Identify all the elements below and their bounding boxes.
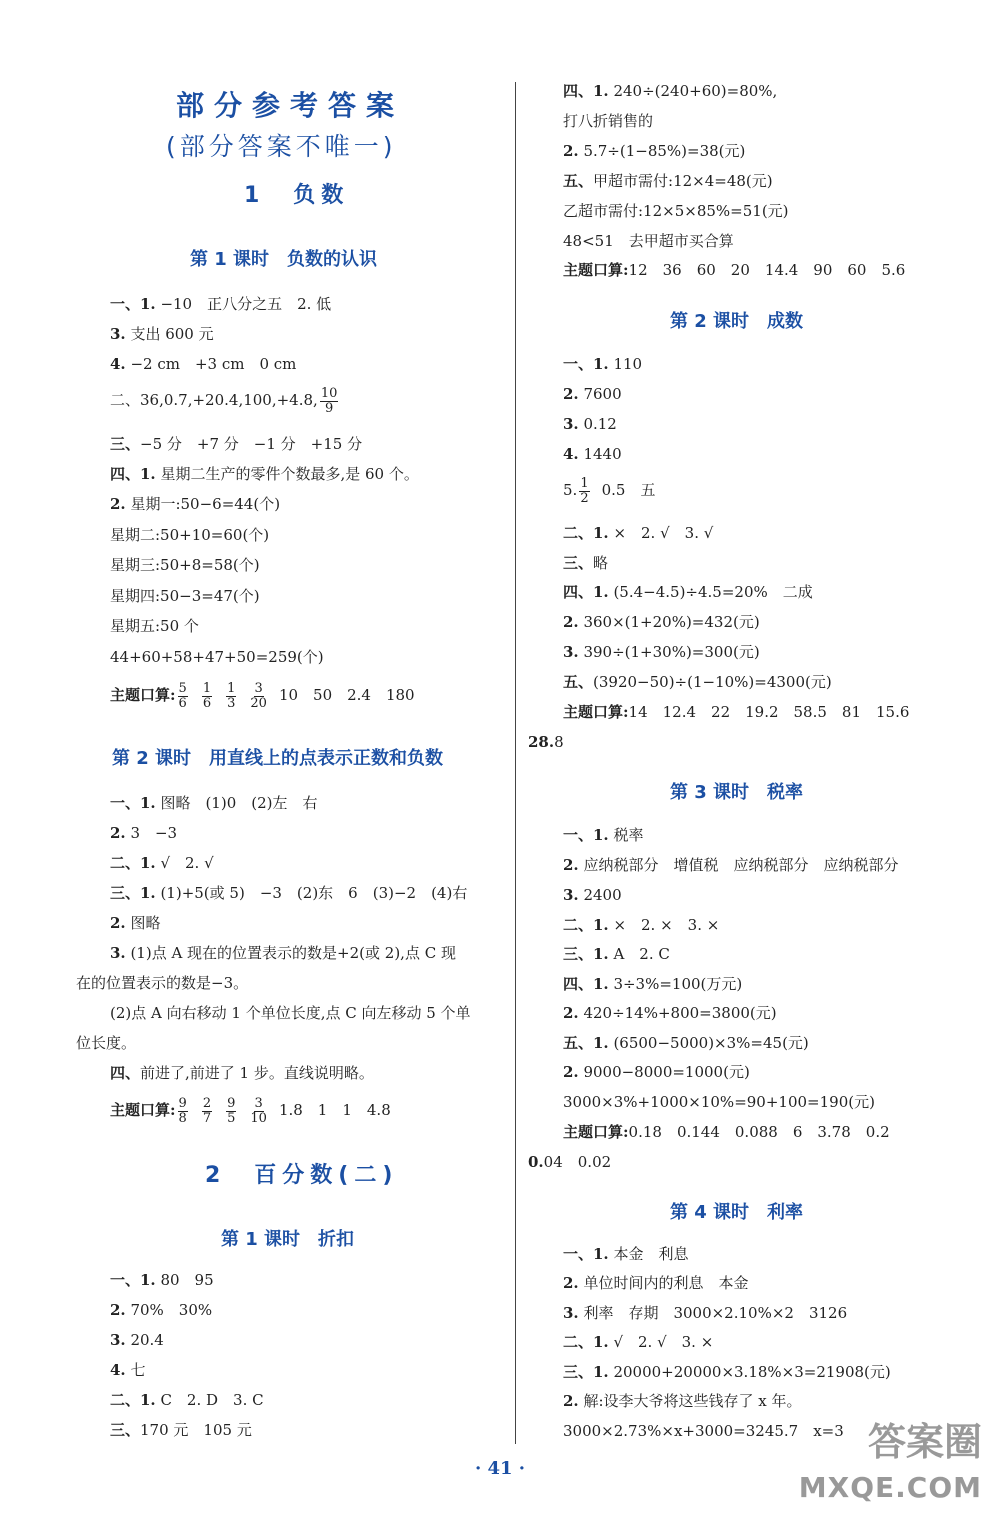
u1-l2-line: 三、1. (1)+5(或 5) −3 (2)东 6 (3)−2 (4)右 bbox=[110, 884, 468, 902]
u2-l2-line-fraction: 5. $\frac{1}{2}$ 0.5 五 bbox=[563, 476, 656, 506]
u1-l1-line: 四、1. 星期二生产的零件个数最多,是 60 个。 bbox=[110, 465, 419, 483]
u2-l1-cont-line: 五、甲超市需付:12×4=48(元) bbox=[563, 172, 773, 190]
u2-l3-line: 主题口算:0.18 0.144 0.088 6 3.78 0.2 bbox=[563, 1123, 890, 1141]
u2-l1-cont-line: 乙超市需付:12×5×85%=51(元) bbox=[563, 202, 789, 220]
u1-l1-line: 3. 支出 600 元 bbox=[110, 325, 214, 343]
page-title: 部分参考答案 bbox=[176, 89, 405, 122]
u2-l4-line: 一、1. 本金 利息 bbox=[563, 1245, 689, 1263]
u2-l1-line: 2. 70% 30% bbox=[110, 1301, 213, 1319]
u1-l2-line: 3. (1)点 A 现在的位置表示的数是+2(或 2),点 C 现 bbox=[110, 944, 456, 962]
u2-l2-line: 3. 390÷(1+30%)=300(元) bbox=[563, 643, 760, 661]
page-subtitle: (部分答案不唯一) bbox=[166, 132, 397, 161]
u2-l2-line: 一、1. 110 bbox=[563, 355, 643, 373]
u1-l1-line: 一、1. −10 正八分之五 2. 低 bbox=[110, 295, 332, 313]
u2-l3-line: 三、1. A 2. C bbox=[563, 945, 670, 963]
u2-l2-line: 四、1. (5.4−4.5)÷4.5=20% 二成 bbox=[563, 583, 813, 601]
watermark-logo: 答案圈 bbox=[867, 1420, 982, 1464]
u2-l1-line: 3. 20.4 bbox=[110, 1331, 164, 1349]
u2-l4-line: 三、1. 20000+20000×3.18%×3=21908(元) bbox=[563, 1363, 891, 1381]
u1-l2-line: 2. 图略 bbox=[110, 914, 161, 932]
unit1-title: 1 负数 bbox=[244, 183, 350, 208]
u2-l3-line: 五、1. (6500−5000)×3%=45(元) bbox=[563, 1034, 809, 1052]
u1-l2-line: 一、1. 图略 (1)0 (2)左 右 bbox=[110, 794, 318, 812]
u2-l2-line: 3. 0.12 bbox=[563, 415, 617, 433]
u2-l1-line: 一、1. 80 95 bbox=[110, 1271, 214, 1289]
u1-l1-line: 星期五:50 个 bbox=[110, 617, 199, 635]
u1-l1-line: 星期四:50−3=47(个) bbox=[110, 587, 260, 605]
u1-l1-line: 4. −2 cm +3 cm 0 cm bbox=[110, 355, 297, 373]
u1-l1-line: 三、−5 分 +7 分 −1 分 +15 分 bbox=[110, 435, 363, 453]
u1-l2-title: 第 2 课时 用直线上的点表示正数和负数 bbox=[112, 748, 444, 769]
u2-l3-line: 3000×3%+1000×10%=90+100=190(元) bbox=[563, 1093, 875, 1111]
u2-l2-title: 第 2 课时 成数 bbox=[670, 311, 804, 332]
u1-l2-line: 二、1. √ 2. √ bbox=[110, 854, 214, 872]
u2-l1-cont-line: 四、1. 240÷(240+60)=80%, bbox=[563, 82, 778, 100]
column-divider bbox=[515, 82, 516, 1444]
u2-l2-line: 28.8 bbox=[528, 733, 564, 751]
u1-l2-line: 位长度。 bbox=[76, 1034, 137, 1052]
u2-l1-title: 第 1 课时 折扣 bbox=[221, 1229, 355, 1250]
u1-l1-oral: 主题口算: $\frac{5}{6}$ $\frac{1}{6}$ $\frac{1}{3}$ $\frac{3}{20}$ 10 50 2.4 180 bbox=[110, 681, 415, 711]
u2-l2-line: 4. 1440 bbox=[563, 445, 622, 463]
u2-l4-line: 3. 利率 存期 3000×2.10%×2 3126 bbox=[563, 1304, 848, 1322]
u1-l1-line: 星期二:50+10=60(个) bbox=[110, 526, 270, 544]
u2-l3-line: 0.04 0.02 bbox=[528, 1153, 612, 1171]
u2-l1-line: 4. 七 bbox=[110, 1361, 146, 1379]
watermark-url: MXQE.COM bbox=[798, 1471, 982, 1504]
u2-l2-line: 2. 360×(1+20%)=432(元) bbox=[563, 613, 760, 631]
u2-l4-line: 二、1. √ 2. √ 3. × bbox=[563, 1333, 714, 1351]
u2-l3-line: 四、1. 3÷3%=100(万元) bbox=[563, 975, 743, 993]
u2-l3-line: 2. 420÷14%+800=3800(元) bbox=[563, 1004, 777, 1022]
u1-l2-oral: 主题口算: $\frac{9}{8}$ $\frac{2}{7}$ $\frac{9}{5}$ $\frac{3}{10}$ 1.8 1 1 4.8 bbox=[110, 1096, 391, 1126]
u2-l3-line: 3. 2400 bbox=[563, 886, 622, 904]
u2-l1-cont-line: 48<51 去甲超市买合算 bbox=[563, 232, 734, 250]
u2-l2-line: 三、略 bbox=[563, 554, 609, 572]
u2-l1-cont-line: 打八折销售的 bbox=[563, 112, 654, 130]
page-number: · 41 · bbox=[474, 1458, 526, 1479]
u2-l4-title: 第 4 课时 利率 bbox=[670, 1202, 804, 1223]
u2-l2-line: 2. 7600 bbox=[563, 385, 622, 403]
u2-l3-line: 2. 应纳税部分 增值税 应纳税部分 应纳税部分 bbox=[563, 856, 899, 874]
u1-l1-line: 44+60+58+47+50=259(个) bbox=[110, 648, 324, 666]
u2-l2-line: 主题口算:14 12.4 22 19.2 58.5 81 15.6 bbox=[563, 703, 910, 721]
u1-l2-line: 2. 3 −3 bbox=[110, 824, 178, 842]
u2-l1-cont-line: 2. 5.7÷(1−85%)=38(元) bbox=[563, 142, 746, 160]
u1-l1-line-fraction: 二、36,0.7,+20.4,100,+4.8, $\frac{10}{9}$ bbox=[110, 386, 338, 416]
u2-l2-line: 五、(3920−50)÷(1−10%)=4300(元) bbox=[563, 673, 832, 691]
u1-l1-line: 2. 星期一:50−6=44(个) bbox=[110, 495, 281, 513]
u2-l3-title: 第 3 课时 税率 bbox=[670, 782, 804, 803]
u2-l2-line: 二、1. × 2. √ 3. √ bbox=[563, 524, 714, 542]
u1-l2-line: 在的位置表示的数是−3。 bbox=[76, 974, 249, 992]
u2-l3-line: 二、1. × 2. × 3. × bbox=[563, 916, 720, 934]
u2-l4-line: 2. 解:设李大爷将这些钱存了 x 年。 bbox=[563, 1392, 802, 1410]
u1-l2-line: (2)点 A 向右移动 1 个单位长度,点 C 向左移动 5 个单 bbox=[110, 1004, 471, 1022]
u1-l1-title: 第 1 课时 负数的认识 bbox=[190, 249, 378, 270]
u2-l3-line: 2. 9000−8000=1000(元) bbox=[563, 1063, 750, 1081]
unit2-title: 2 百分数(二) bbox=[205, 1163, 399, 1188]
u2-l3-line: 一、1. 税率 bbox=[563, 826, 644, 844]
u2-l4-line: 3000×2.73%×x+3000=3245.7 x=3 bbox=[563, 1422, 844, 1440]
u2-l1-line: 三、170 元 105 元 bbox=[110, 1421, 252, 1439]
u2-l1-line: 二、1. C 2. D 3. C bbox=[110, 1391, 264, 1409]
u1-l1-line: 星期三:50+8=58(个) bbox=[110, 556, 260, 574]
u1-l2-line: 四、前进了,前进了 1 步。直线说明略。 bbox=[110, 1064, 374, 1082]
u2-l4-line: 2. 单位时间内的利息 本金 bbox=[563, 1274, 749, 1292]
u2-l1-cont-line: 主题口算:12 36 60 20 14.4 90 60 5.6 bbox=[563, 261, 906, 279]
